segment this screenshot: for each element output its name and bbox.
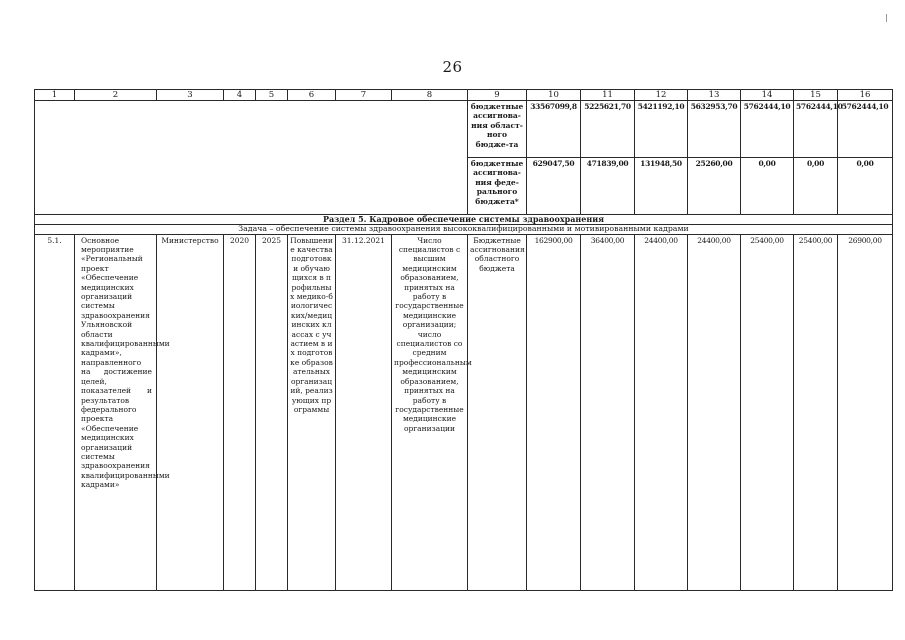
amount-cell: 5762444,10 — [741, 101, 794, 158]
amount-cell: 25400,00 — [741, 234, 794, 590]
amount-cell: 36400,00 — [581, 234, 635, 590]
amount-cell: 0,00 — [838, 158, 893, 215]
deadline-date: 31.12.2021 — [336, 234, 392, 590]
corner-mark — [886, 14, 887, 22]
amount-cell: 0,00 — [794, 158, 838, 215]
budget-table — [34, 89, 893, 591]
column-number: 5 — [256, 90, 288, 101]
amount-cell: 162900,00 — [527, 234, 581, 590]
amount-cell: 131948,50 — [635, 158, 688, 215]
row-number: 5.1. — [35, 234, 75, 590]
column-number: 13 — [688, 90, 741, 101]
amount-cell: 24400,00 — [688, 234, 741, 590]
column-number: 4 — [224, 90, 256, 101]
indicator-description: Число специалистов с высшим медицинским образованием, принятых на работу в государственные медицинские организации; число специалистов со средним профессиональным медицинским образованием, принятых на работу в государственные медицинские организации — [392, 234, 468, 590]
funding-row-regional — [35, 101, 893, 158]
section-row — [35, 215, 893, 225]
column-number: 15 — [794, 90, 838, 101]
amount-cell: 0,00 — [741, 158, 794, 215]
expected-result: Повышение качества подготовки обучающихся в профильных медико-биологических/медицинских классах с участием в их подготовке образовательных организаций, реализующих программы — [288, 234, 336, 590]
column-number: 2 — [75, 90, 157, 101]
column-number: 6 — [288, 90, 336, 101]
table-row — [35, 234, 893, 590]
amount-cell: 5421192,10 — [635, 101, 688, 158]
amount-cell: 26900,00 — [838, 234, 893, 590]
amount-cell: 24400,00 — [635, 234, 688, 590]
amount-cell: 25400,00 — [794, 234, 838, 590]
executor: Министерство — [157, 234, 224, 590]
end-year: 2025 — [256, 234, 288, 590]
column-number: 3 — [157, 90, 224, 101]
amount-cell: 471839,00 — [581, 158, 635, 215]
column-number: 16 — [838, 90, 893, 101]
column-number: 12 — [635, 90, 688, 101]
funding-source: бюджетные ассигнова-ния феде-рального бюджета* — [468, 158, 527, 215]
amount-cell: 5225621,70 — [581, 101, 635, 158]
task-text: Задача – обеспечение системы здравоохранения высококвалифицированными и мотивированными кадрами — [35, 225, 893, 235]
column-number: 10 — [527, 90, 581, 101]
amount-cell: 5632953,70 — [688, 101, 741, 158]
funding-source: бюджетные ассигнова-ния област-ного бюдже-та — [468, 101, 527, 158]
amount-cell: 629047,50 — [527, 158, 581, 215]
activity-description: Основное мероприятие «Региональный проект «Обеспечение медицинских организаций системы здравоохранения Ульяновской области квалифицированными кадрами», направленного на достижение целей, показателей и результатов федерального проекта «Обеспечение медицинских организаций системы здравоохранения квалифицированными кадрами» — [75, 234, 157, 590]
merged-empty-cell — [35, 101, 468, 215]
page-number: 26 — [442, 58, 463, 76]
column-number: 7 — [336, 90, 392, 101]
task-row — [35, 225, 893, 235]
start-year: 2020 — [224, 234, 256, 590]
amount-cell: 33567099,8 — [527, 101, 581, 158]
column-number: 1 — [35, 90, 75, 101]
column-number: 14 — [741, 90, 794, 101]
funding-source: Бюджетные ассигнования областного бюджета — [468, 234, 527, 590]
amount-cell: 5762444,10 — [794, 101, 838, 158]
amount-cell: 25260,00 — [688, 158, 741, 215]
amount-cell: 5762444,10 — [838, 101, 893, 158]
section-title: Раздел 5. Кадровое обеспечение системы здравоохранения — [35, 215, 893, 225]
column-number: 9 — [468, 90, 527, 101]
column-number-row — [35, 90, 893, 101]
column-number: 8 — [392, 90, 468, 101]
column-number: 11 — [581, 90, 635, 101]
